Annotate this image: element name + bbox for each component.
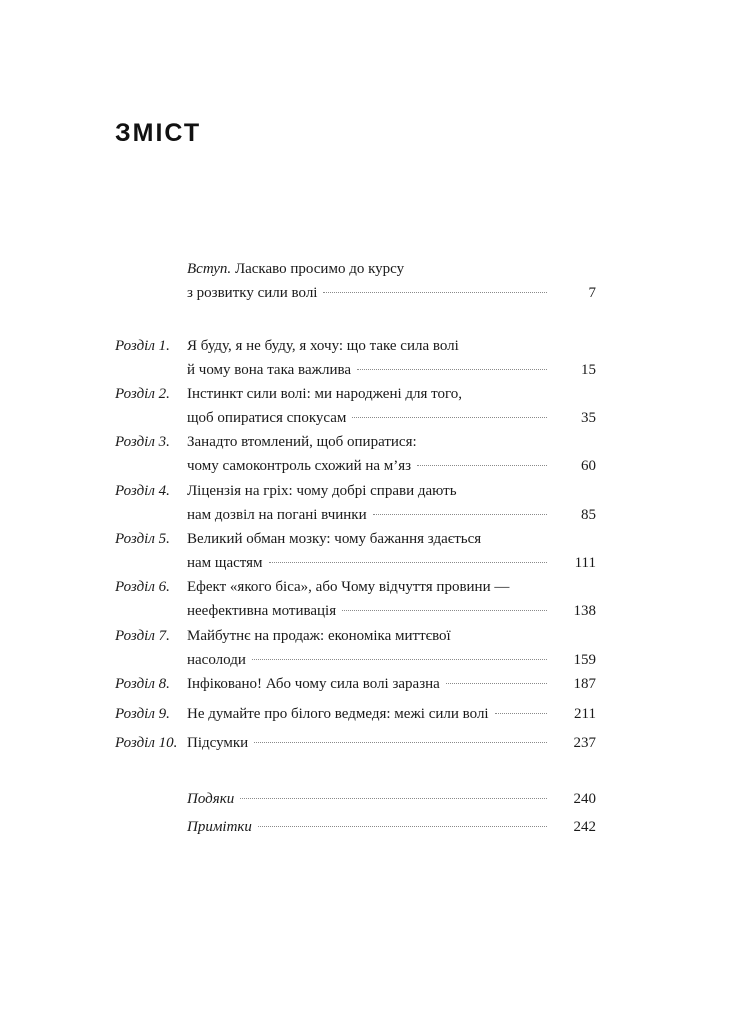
chapter-label: Розділ 7. [115,628,170,644]
chapter-title-line1: Ліцензія на гріх: чому добрі справи дають [187,483,457,499]
back-matter-row [187,815,551,839]
chapter-title-line2-row [187,358,551,382]
back-matter-title: Подяки [187,791,235,807]
chapter-title-line2-row [187,503,551,527]
chapter-page-number: 85 [581,507,596,523]
dot-leader [373,513,547,515]
chapter-title-line2: щоб опиратися спокусам [187,410,347,426]
chapter-page-number: 138 [573,603,596,619]
chapter-title-line2: чому самоконтроль схожий на м’яз [187,458,412,474]
chapter-label: Розділ 8. [115,676,170,692]
chapter-title-line2-row [187,406,551,430]
dot-leader [258,825,547,827]
back-matter-page-number: 242 [573,819,596,835]
chapter-title-line2-row [187,551,551,575]
page-title: ЗМІСТ [115,119,202,147]
chapter-page-number: 60 [581,458,596,474]
chapter-title-line1: Я буду, я не буду, я хочу: що таке сила волі [187,338,459,354]
chapter-title-line2: насолоди [187,652,246,668]
dot-leader [352,416,547,418]
chapter-title-row [187,702,551,726]
chapter-title-line2: нам дозвіл на погані вчинки [187,507,367,523]
chapter-label: Розділ 10. [115,735,178,751]
chapter-page-number: 187 [573,676,596,692]
dot-leader [240,797,547,799]
chapter-label: Розділ 3. [115,434,170,450]
chapter-label: Розділ 6. [115,579,170,595]
dot-leader [269,561,547,563]
dot-leader [252,658,547,660]
chapter-label: Розділ 1. [115,338,170,354]
chapter-page-number: 15 [581,362,596,378]
chapter-title-line2-row [187,454,551,478]
intro-line2 [187,281,551,305]
dot-leader [446,682,547,684]
chapter-label: Розділ 2. [115,386,170,402]
chapter-title-line2-row [187,648,551,672]
chapter-label: Розділ 4. [115,483,170,499]
chapter-title-line2-row [187,599,551,623]
chapter-title: Підсумки [187,735,249,751]
chapter-title-line1: Великий обман мозку: чому бажання здається [187,531,482,547]
chapter-title-line1: Ефект «якого біса», або Чому відчуття провини — [187,579,510,595]
chapter-title-line2: нам щастям [187,555,263,571]
dot-leader [417,464,547,466]
chapter-title-row [187,731,551,755]
chapter-title-line1: Інстинкт сили волі: ми народжені для того, [187,386,463,402]
chapter-title-line2: й чому вона така важлива [187,362,352,378]
dot-leader [342,609,547,611]
dot-leader [323,291,547,293]
intro-label: Вступ. [187,261,232,277]
chapter-title: Не думайте про білого ведмедя: межі сили волі [187,706,489,722]
chapter-title-row [187,672,551,696]
dot-leader [254,741,547,743]
chapter-title: Інфіковано! Або чому сила волі заразна [187,676,440,692]
chapter-page-number: 211 [574,706,596,722]
chapter-title-line1: Майбутнє на продаж: економіка миттєвої [187,628,451,644]
intro-page-number: 7 [588,285,596,301]
chapter-label: Розділ 9. [115,706,170,722]
intro-line1 [187,257,404,281]
chapter-page-number: 237 [573,735,596,751]
chapter-page-number: 111 [574,555,596,571]
dot-leader [357,368,547,370]
chapter-label: Розділ 5. [115,531,170,547]
chapter-title-line2: неефективна мотивація [187,603,337,619]
chapter-page-number: 159 [573,652,596,668]
back-matter-row [187,787,551,811]
dot-leader [495,712,547,714]
back-matter-title: Примітки [187,819,252,835]
chapter-title-line1: Занадто втомлений, щоб опиратися: [187,434,417,450]
intro-title-line2: з розвитку сили волі [187,285,318,301]
back-matter-page-number: 240 [573,791,596,807]
intro-title-line1: Ласкаво просимо до курсу [234,261,405,277]
chapter-page-number: 35 [581,410,596,426]
